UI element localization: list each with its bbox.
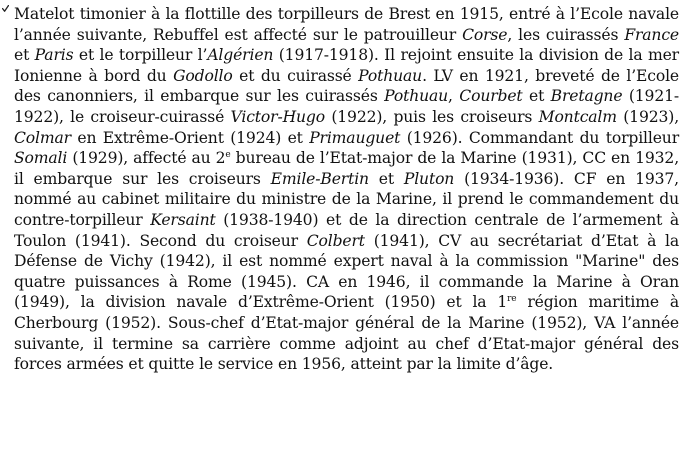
text-run: Matelot timonier à la flottille des torpilleurs de Brest en 1915, entré à l’Ecole navale l’année suivante, Rebuffel est affecté sur le patrouilleur [14,5,679,44]
text-run: en Extrême-Orient (1924) et [70,128,310,147]
italic-ship-name: France [624,25,679,44]
italic-ship-name: Algérien [207,46,274,65]
ordinal-superscript: e [225,149,231,160]
italic-ship-name: Kersaint [150,210,216,229]
ordinal-superscript: re [507,294,517,305]
text-run: , [448,87,460,106]
text-run: (1923), [616,107,680,126]
italic-ship-name: Pothuau [384,87,449,106]
italic-ship-name: Somali [14,149,68,168]
italic-ship-name: Emile-Bertin [270,169,369,188]
italic-ship-name: Godollo [173,66,233,85]
text-run: , les cuirassés [507,25,625,44]
italic-ship-name: Montcalm [538,107,617,126]
text-run: et [522,87,551,106]
text-run: (1917-1918). Il rejoint ensuite la division de la mer Ionienne à bord du [14,46,679,85]
text-run: (1921-1922), le croiseur-cuirassé [14,87,679,126]
italic-ship-name: Pluton [403,169,455,188]
italic-ship-name: Pothuau [358,66,423,85]
text-run: et [14,46,35,65]
italic-ship-name: Bretagne [550,87,623,106]
text-run: (1934-1936). CF en 1937, nommé au cabinet militaire du ministre de la Marine, il prend le commandement du contre-torpilleur [14,169,679,229]
text-run: et [368,169,404,188]
text-run: . LV en 1921, breveté de l’Ecole des canonniers, il embarque sur les cuirassés [14,66,679,106]
italic-ship-name: Corse [462,25,508,44]
text-run: (1929), affecté au 2 [67,149,226,168]
text-run: (1941), CV au secrétariat d’Etat à la Défense de Vichy (1942), il est nommé expert naval à la commission "Marine" des quatre puissances à Rome (1945). CA en 1946, il commande la Marine à Oran (1949), la division navale d’Extrême-Orient (1950) et la 1 [14,231,679,312]
text-run: et du cuirassé [232,66,359,85]
text-run: (1938-1940) et de la direction centrale de l’armement à Toulon (1941). Second du croiseur [14,210,680,250]
checkmark-icon [2,5,9,12]
text-run: (1922), puis les croiseurs [325,107,539,126]
italic-ship-name: Paris [34,46,74,65]
biography-paragraph [14,4,679,375]
text-run: (1926). Commandant du torpilleur [400,128,679,147]
italic-ship-name: Colmar [14,128,71,147]
italic-ship-name: Colbert [306,231,365,250]
italic-ship-name: Primauguet [309,128,401,147]
text-run: et le torpilleur l’ [73,46,208,65]
text-run: région maritime à Cherbourg (1952). Sous-chef d’Etat-major général de la Marine (1952), VA l’année suivante, il termine sa carrière comme adjoint au chef d’Etat-major général des forces armées et quitte le service en 1956, atteint par la limite d’âge. [14,293,679,374]
italic-ship-name: Courbet [459,87,523,106]
text-run: bureau de l’Etat-major de la Marine (1931), CC en 1932, il embarque sur les croiseurs [14,149,680,188]
italic-ship-name: Victor-Hugo [230,107,325,126]
